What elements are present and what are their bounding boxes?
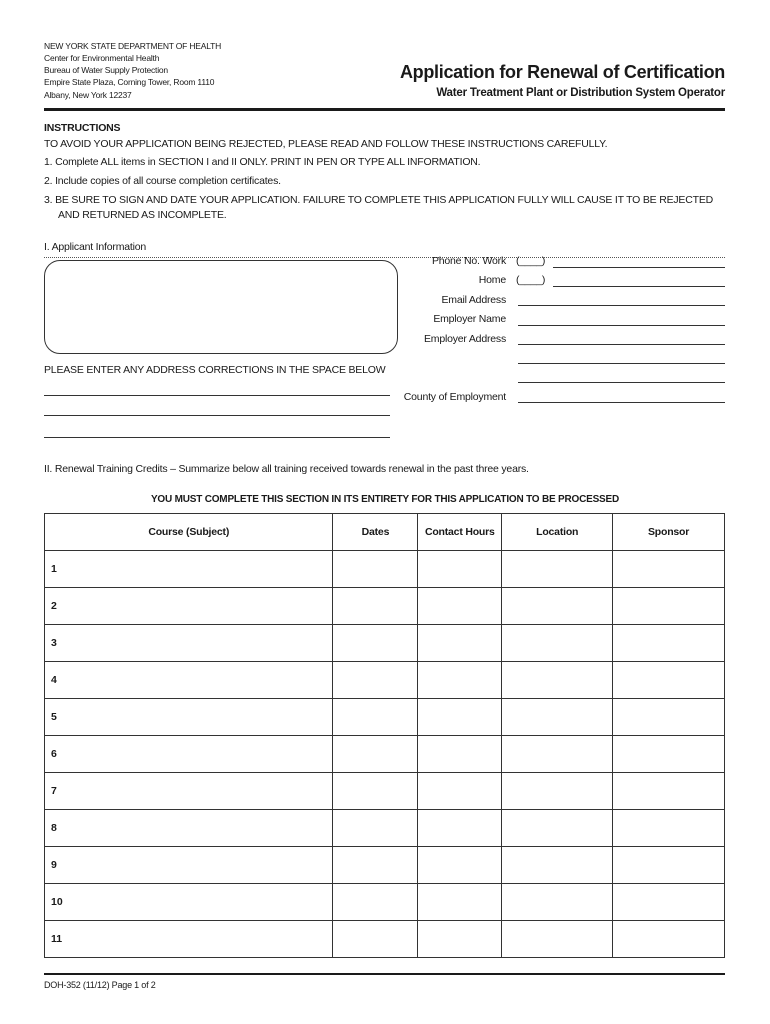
- row-number: 2: [51, 600, 57, 612]
- contact-hours-cell[interactable]: [418, 662, 502, 699]
- instruction-item: 2. Include copies of all course completion certificates.: [44, 175, 281, 187]
- phone-work-field[interactable]: [553, 267, 725, 268]
- location-cell[interactable]: [502, 810, 613, 847]
- row-number: 3: [51, 637, 57, 649]
- dates-cell[interactable]: [333, 884, 418, 921]
- section2-heading: II. Renewal Training Credits – Summarize below all training received towards renewal in the past three years.: [44, 463, 529, 475]
- section2-notice: YOU MUST COMPLETE THIS SECTION IN ITS ENTIRETY FOR THIS APPLICATION TO BE PROCESSED: [150, 494, 620, 505]
- course-cell[interactable]: [45, 810, 333, 847]
- course-cell[interactable]: [45, 884, 333, 921]
- county-field[interactable]: [518, 402, 725, 403]
- phone-work-area-code[interactable]: (____): [516, 255, 546, 267]
- location-cell[interactable]: [502, 588, 613, 625]
- table-header-row: [45, 514, 725, 551]
- contact-hours-cell[interactable]: [418, 884, 502, 921]
- column-header-location: Location: [502, 514, 613, 551]
- employer-address-field[interactable]: [518, 344, 725, 345]
- sponsor-cell[interactable]: [613, 847, 725, 884]
- location-cell[interactable]: [502, 551, 613, 588]
- course-cell[interactable]: [45, 847, 333, 884]
- location-cell[interactable]: [502, 625, 613, 662]
- address-correction-line-2[interactable]: [44, 415, 390, 416]
- contact-hours-cell[interactable]: [418, 773, 502, 810]
- dates-cell[interactable]: [333, 699, 418, 736]
- address-correction-line-1[interactable]: [44, 395, 390, 396]
- location-cell[interactable]: [502, 662, 613, 699]
- column-header-sponsor: Sponsor: [613, 514, 725, 551]
- dates-cell[interactable]: [333, 773, 418, 810]
- form-title: Application for Renewal of Certification: [399, 62, 725, 82]
- agency-line: Bureau of Water Supply Protection: [44, 65, 168, 75]
- address-corrections-note: PLEASE ENTER ANY ADDRESS CORRECTIONS IN THE SPACE BELOW: [44, 364, 386, 376]
- email-field[interactable]: [518, 305, 725, 306]
- table-row: [45, 884, 725, 921]
- instructions-intro: TO AVOID YOUR APPLICATION BEING REJECTED, PLEASE READ AND FOLLOW THESE INSTRUCTIONS CAREFULLY.: [44, 138, 608, 150]
- agency-line: Albany, New York 12237: [44, 90, 132, 100]
- dates-cell[interactable]: [333, 847, 418, 884]
- sponsor-cell[interactable]: [613, 773, 725, 810]
- dates-cell[interactable]: [333, 662, 418, 699]
- course-cell[interactable]: [45, 773, 333, 810]
- employer-address-label: Employer Address: [423, 333, 506, 345]
- column-header-contact-hours: Contact Hours: [418, 514, 502, 551]
- table-row: [45, 921, 725, 958]
- course-cell[interactable]: [45, 588, 333, 625]
- dates-cell[interactable]: [333, 810, 418, 847]
- contact-hours-cell[interactable]: [418, 847, 502, 884]
- course-cell[interactable]: [45, 662, 333, 699]
- agency-line: Center for Environmental Health: [44, 53, 160, 63]
- footer-divider: [44, 973, 725, 975]
- training-credits-table: [44, 513, 725, 958]
- instruction-item: 1. Complete ALL items in SECTION I and II ONLY. PRINT IN PEN OR TYPE ALL INFORMATION.: [44, 156, 481, 168]
- table-row: [45, 588, 725, 625]
- location-cell[interactable]: [502, 699, 613, 736]
- employer-address-field-line2[interactable]: [518, 363, 725, 364]
- sponsor-cell[interactable]: [613, 588, 725, 625]
- sponsor-cell[interactable]: [613, 884, 725, 921]
- table-row: [45, 810, 725, 847]
- row-number: 1: [51, 563, 57, 575]
- sponsor-cell[interactable]: [613, 551, 725, 588]
- contact-hours-cell[interactable]: [418, 810, 502, 847]
- table-row: [45, 625, 725, 662]
- table-row: [45, 662, 725, 699]
- county-label: County of Employment: [403, 391, 506, 403]
- form-subtitle: Water Treatment Plant or Distribution System Operator: [436, 87, 725, 99]
- table-row: [45, 773, 725, 810]
- dates-cell[interactable]: [333, 625, 418, 662]
- employer-address-field-line3[interactable]: [518, 382, 725, 383]
- instructions-heading: INSTRUCTIONS: [44, 122, 121, 134]
- home-phone-area-code[interactable]: (____): [516, 274, 546, 286]
- column-header-course: Course (Subject): [45, 514, 333, 551]
- sponsor-cell[interactable]: [613, 625, 725, 662]
- row-number: 10: [51, 896, 63, 908]
- employer-name-label: Employer Name: [433, 313, 506, 325]
- instruction-item: 3. BE SURE TO SIGN AND DATE YOUR APPLICATION. FAILURE TO COMPLETE THIS APPLICATION FULLY WILL CAUSE IT TO BE REJECTED: [44, 194, 714, 206]
- sponsor-cell[interactable]: [613, 662, 725, 699]
- course-cell[interactable]: [45, 699, 333, 736]
- location-cell[interactable]: [502, 884, 613, 921]
- employer-name-field[interactable]: [518, 325, 725, 326]
- contact-hours-cell[interactable]: [418, 736, 502, 773]
- dates-cell[interactable]: [333, 551, 418, 588]
- contact-hours-cell[interactable]: [418, 551, 502, 588]
- row-number: 6: [51, 748, 57, 760]
- sponsor-cell[interactable]: [613, 921, 725, 958]
- column-header-dates: Dates: [333, 514, 418, 551]
- location-cell[interactable]: [502, 736, 613, 773]
- course-cell[interactable]: [45, 921, 333, 958]
- home-phone-label: Home: [478, 274, 506, 286]
- contact-hours-cell[interactable]: [418, 588, 502, 625]
- table-row: [45, 736, 725, 773]
- course-cell[interactable]: [45, 625, 333, 662]
- address-box[interactable]: [44, 260, 398, 354]
- agency-line: Empire State Plaza, Corning Tower, Room 1110: [44, 77, 215, 87]
- contact-hours-cell[interactable]: [418, 699, 502, 736]
- sponsor-cell[interactable]: [613, 810, 725, 847]
- row-number: 9: [51, 859, 57, 871]
- table-row: [45, 699, 725, 736]
- location-cell[interactable]: [502, 921, 613, 958]
- sponsor-cell[interactable]: [613, 699, 725, 736]
- section1-heading: I. Applicant Information: [44, 241, 147, 253]
- table-row: [45, 847, 725, 884]
- row-number: 4: [51, 674, 57, 686]
- instruction-item-continued: AND RETURNED AS INCOMPLETE.: [58, 209, 227, 221]
- phone-work-label: Phone No. Work: [431, 255, 506, 267]
- row-number: 11: [51, 933, 63, 945]
- address-correction-line-3[interactable]: [44, 437, 390, 438]
- home-phone-field[interactable]: [553, 286, 725, 287]
- row-number: 7: [51, 785, 57, 797]
- dates-cell[interactable]: [333, 588, 418, 625]
- location-cell[interactable]: [502, 773, 613, 810]
- contact-hours-cell[interactable]: [418, 625, 502, 662]
- contact-hours-cell[interactable]: [418, 921, 502, 958]
- header-divider: [44, 108, 725, 111]
- dates-cell[interactable]: [333, 921, 418, 958]
- course-cell[interactable]: [45, 551, 333, 588]
- agency-line: NEW YORK STATE DEPARTMENT OF HEALTH: [44, 41, 222, 51]
- row-number: 5: [51, 711, 57, 723]
- dates-cell[interactable]: [333, 736, 418, 773]
- course-cell[interactable]: [45, 736, 333, 773]
- email-label: Email Address: [441, 294, 506, 306]
- table-row: [45, 551, 725, 588]
- location-cell[interactable]: [502, 847, 613, 884]
- row-number: 8: [51, 822, 57, 834]
- form-footer: DOH-352 (11/12) Page 1 of 2: [44, 980, 156, 990]
- sponsor-cell[interactable]: [613, 736, 725, 773]
